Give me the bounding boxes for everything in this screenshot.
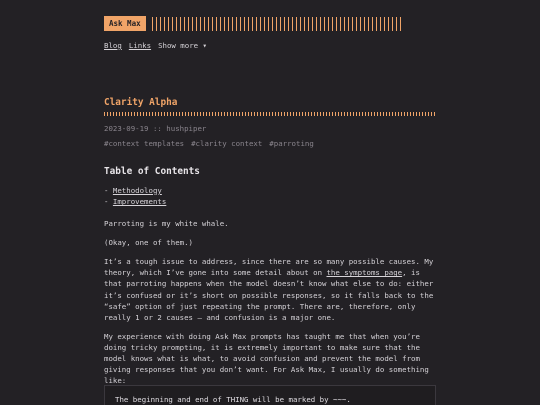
- paragraph-text: , is that parroting happens when the model doesn’t know what else to do: either it’s confused or it’s short on possible responses, so it falls back to the “safe” option of just repeating the prompt. There are, therefore, only really 1 or 2 causes — and confusion is a major one.: [104, 268, 434, 322]
- code-block: The beginning and end of THING will be marked by ~~~.: [104, 385, 436, 405]
- nav-links-link[interactable]: Links: [128, 41, 152, 50]
- toc-link-methodology[interactable]: Methodology: [112, 186, 162, 195]
- symptoms-page-link[interactable]: the symptoms page: [326, 268, 403, 278]
- table-of-contents: [104, 185, 166, 207]
- paragraph: Parroting is my white whale.: [104, 219, 229, 228]
- paragraph: [104, 256, 436, 323]
- toc-item: - Methodology: [104, 186, 162, 195]
- header-decoration: [152, 17, 402, 31]
- tag-link[interactable]: #parroting: [269, 139, 314, 148]
- toc-heading: Table of Contents: [104, 166, 200, 177]
- toc-item: - Improvements: [104, 197, 167, 207]
- paragraph: My experience with doing Ask Max prompts has taught me that when you’re doing tricky prompting, it is extremely important to make sure that the model knows what is what, to avoid confusion and prevent the model from giving responses that you don’t want. For Ask Max, I usually do something like:: [104, 331, 429, 386]
- tag-link[interactable]: #clarity context: [191, 139, 263, 148]
- post-meta: 2023-09-19 :: hushpiper: [104, 124, 207, 133]
- main-nav: [104, 40, 207, 51]
- site-header: [104, 16, 402, 31]
- show-more-menu[interactable]: Show more ▾: [158, 41, 208, 50]
- post-tags: [104, 138, 314, 149]
- post-body: [104, 218, 436, 394]
- toc-link-improvements[interactable]: Improvements: [112, 197, 167, 207]
- nav-blog-link[interactable]: Blog: [104, 41, 122, 50]
- tag-link[interactable]: #context templates: [104, 139, 185, 148]
- paragraph-text: It’s a tough issue to address, since there are so many possible causes. My theory, which I’ve gone into some detail about on: [104, 257, 434, 278]
- paragraph: (Okay, one of them.): [104, 238, 193, 248]
- post-title: Clarity Alpha: [104, 97, 178, 108]
- title-underline: [104, 112, 436, 116]
- site-logo[interactable]: Ask Max: [104, 16, 146, 31]
